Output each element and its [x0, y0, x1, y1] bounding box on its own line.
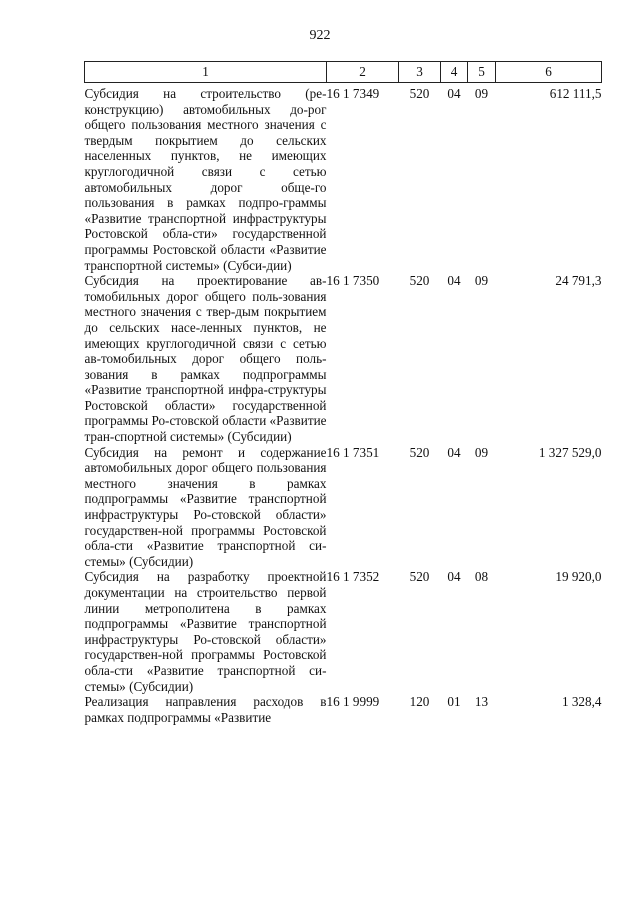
row-col4: 04 [447, 273, 461, 289]
row-code: 16 1 9999 [326, 694, 380, 710]
row-code: 16 1 7351 [326, 444, 380, 460]
table-row [85, 569, 602, 694]
table-row [85, 445, 602, 570]
row-code: 16 1 7350 [326, 273, 380, 289]
table-row [85, 273, 602, 445]
row-code: 16 1 7352 [326, 569, 380, 585]
row-col4: 04 [447, 569, 461, 585]
header-col-5: 5 [468, 62, 496, 83]
row-description: Субсидия на ремонт и содержание автомобильных дорог общего пользования местного значения в рамках подпрограммы «Развитие транспортной инфраструктуры Ро-стовской области» государствен-ной программы Ростовской обла-сти «Развитие транспортной си-стемы» (Субсидии) [84, 444, 327, 569]
row-col5: 13 [474, 694, 489, 710]
row-description: Реализация направления расходов в рамках подпрограммы «Развитие [84, 694, 327, 725]
row-amount: 1 327 529,0 [538, 444, 602, 460]
row-code: 16 1 7349 [326, 86, 380, 101]
header-col-6: 6 [496, 62, 602, 83]
table-row [85, 694, 602, 725]
header-col-2: 2 [327, 62, 399, 83]
row-col3: 520 [409, 86, 430, 101]
row-col3: 120 [409, 694, 430, 710]
header-col-1: 1 [85, 62, 327, 83]
row-col4: 04 [447, 86, 461, 101]
header-row [85, 62, 602, 83]
row-col5: 08 [474, 569, 489, 585]
row-description: Субсидия на разработку проектной документации на строительство первой линии метрополитена в рамках подпрограммы «Развитие транспортной инфраструктуры Ро-стовской области» государствен-ной программы Ростовской обла-сти «Развитие транспортной си-стемы» (Субсидии) [84, 569, 327, 694]
row-col3: 520 [409, 444, 430, 460]
header-col-3: 3 [399, 62, 441, 83]
row-col3: 520 [409, 273, 430, 289]
row-col5: 09 [474, 86, 489, 101]
row-col5: 09 [474, 444, 489, 460]
row-col3: 520 [409, 569, 430, 585]
row-amount: 612 111,5 [549, 86, 602, 101]
row-amount: 19 920,0 [555, 569, 602, 585]
row-col5: 09 [474, 273, 489, 289]
row-amount: 24 791,3 [555, 273, 602, 289]
budget-table [84, 61, 602, 725]
row-description: Субсидия на проектирование ав-томобильных дорог общего поль-зования местного значения с твер-дым покрытием до сельских насе-ленных пунктов, не имеющих круглогодичной связи с сетью ав-томобильных дорог общего поль-зования в рамках подпрограммы «Развитие транспортной инфра-структуры Ростовской области» государственной программы Ро-стовской области «Развитие тран-спортной системы» (Субсидии) [84, 273, 327, 445]
table-row [85, 83, 602, 274]
page-number: 922 [309, 28, 331, 43]
row-amount: 1 328,4 [561, 694, 602, 710]
header-col-4: 4 [441, 62, 468, 83]
row-col4: 01 [447, 694, 461, 710]
row-col4: 04 [447, 444, 461, 460]
row-description: Субсидия на строительство (ре-конструкцию) автомобильных до-рог общего пользования местного значения с твердым покрытием до сельских населенных пунктов, не имеющих круглогодичной связи с сетью автомобильных дорог обще-го пользования в рамках подпро-граммы «Развитие транспортной инфраструктуры Ростовской обла-сти» государственной программы Ростовской области «Развитие транспортной системы» (Субси-дии) [84, 86, 327, 273]
